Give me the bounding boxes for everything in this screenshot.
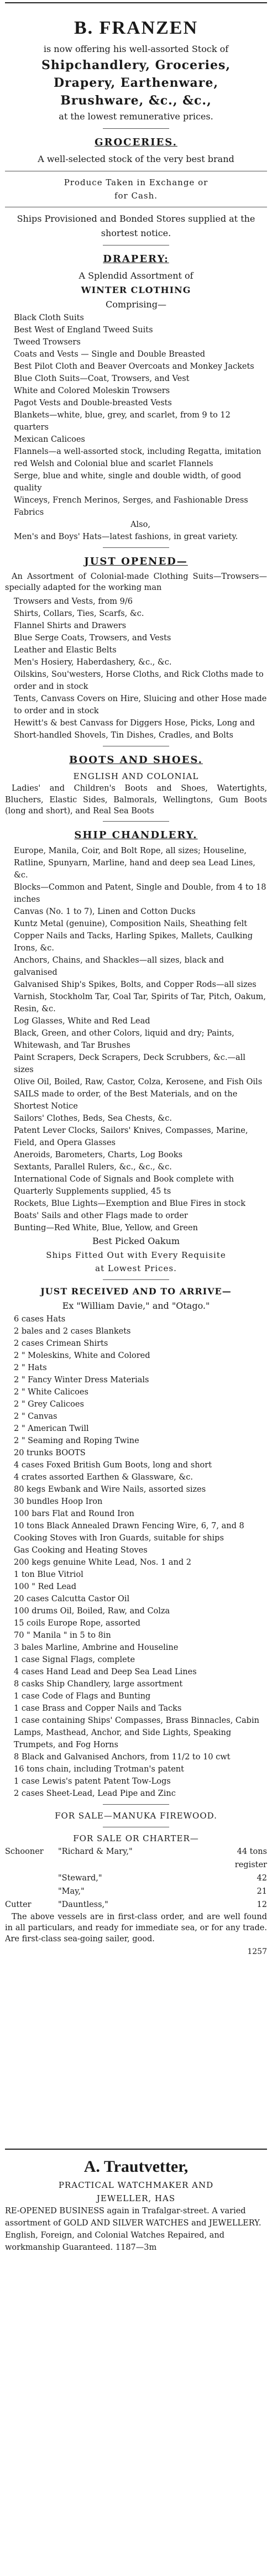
arrival-subheading: Ex "William Davie," and "Otago." — [62, 1300, 210, 1311]
list-item: Olive Oil, Boiled, Raw, Castor, Colza, Kerosene, and Fish Oils — [14, 1078, 263, 1087]
vessel-tons: 21 — [257, 1887, 267, 1896]
franzen-intro: is now offering his well-assorted Stock of — [43, 44, 229, 54]
list-item: Boats' Sails and other Flags made to order — [14, 1211, 188, 1221]
list-item: Canvas (No. 1 to 7), Linen and Cotton Ducks — [14, 907, 196, 917]
list-item: 8 Black and Galvanised Anchors, from 11/2 to 10 cwt — [14, 1753, 231, 1762]
list-item: 6 cases Hats — [14, 1315, 66, 1324]
list-item: 2 cases Crimean Shirts — [14, 1339, 108, 1349]
list-item: Trowsers and Vests, from 9/6 — [14, 597, 133, 607]
groceries-heading: GROCERIES. — [95, 137, 177, 148]
vessel-type: Cutter — [5, 1900, 32, 1910]
list-item: International Code of Signals and Book complete with Quarterly Supplements supplied, 45 ts — [14, 1175, 234, 1196]
produce-line-1: Produce Taken in Exchange or — [64, 177, 208, 187]
list-item: Best Pilot Cloth and Beaver Overcoats and Monkey Jackets — [14, 362, 254, 371]
list-item: Men's and Boys' Hats—latest fashions, in great variety. — [14, 532, 238, 541]
newspaper-column — [5, 0, 267, 2254]
list-item: 2 cases Sheet-Lead, Lead Pipe and Zinc — [14, 1789, 176, 1799]
arrival-heading: JUST RECEIVED AND TO ARRIVE— — [40, 1286, 232, 1297]
list-item: Blue Serge Coats, Trowsers, and Vests — [14, 634, 171, 643]
ship-chandlery-heading: SHIP CHANDLERY. — [74, 829, 198, 842]
list-item: Hewitt's & best Canvass for Diggers Hose, Picks, Long and Short-handled Shovels, Tin Dishes, Cradles, and Bolts — [14, 719, 255, 740]
just-opened-text: An Assortment of Colonial-made Clothing Suits—Trowsers—specially adapted for the working man — [5, 572, 267, 593]
list-item: 100 bars Flat and Round Iron — [14, 1509, 134, 1519]
franzen-advertisement — [5, 2, 267, 2149]
list-item: 1 ton Blue Vitriol — [14, 1570, 83, 1580]
vessel-type: Schooner — [5, 1847, 44, 1857]
list-item: Europe, Manila, Coir, and Bolt Rope, all sizes; Houseline, Ratline, Spunyarn, Marline, hand and deep sea Lead Lines, &c. — [14, 847, 255, 880]
divider — [103, 1279, 169, 1280]
drapery-heading: DRAPERY: — [103, 253, 169, 265]
list-item: Flannels—a well-assorted stock, including Regatta, imitation red Welsh and Colonial blue and scarlet Flannels — [14, 447, 261, 468]
just-opened-text-block — [5, 571, 267, 593]
list-item: Rockets, Blue Lights—Exemption and Blue Fires in stock — [14, 1199, 246, 1209]
list-item: 4 crates assorted Earthen & Glassware, &c. — [14, 1473, 193, 1482]
list-item: Coats and Vests — Single and Double Breasted — [14, 350, 206, 359]
vessel-row — [5, 1845, 267, 1872]
vessel-tons: 44 tons register — [234, 1847, 267, 1870]
list-item: Copper Nails and Tacks, Harling Spikes, Mallets, Caulking Irons, &c. — [14, 932, 253, 953]
franzen-line-3: Brushware, &c., &c., — [60, 93, 212, 108]
groceries-text: A well-selected stock of the very best brand — [38, 154, 234, 164]
vessel-type — [5, 1872, 58, 1885]
list-item: Galvanised Ship's Spikes, Bolts, and Copper Rods—all sizes — [14, 980, 257, 990]
list-item: Varnish, Stockholm Tar, Coal Tar, Spirits of Tar, Pitch, Oakum, Resin, &c. — [14, 992, 266, 1014]
ships-provisioned-text: Ships Provisioned and Bonded Stores supplied at the shortest notice. — [17, 213, 255, 238]
list-item: 1 case Lewis's patent Patent Tow-Logs — [14, 1777, 171, 1786]
list-item: SAILS made to order, of the Best Materials, and on the Shortest Notice — [14, 1090, 238, 1111]
franzen-line-1: Shipchandlery, Groceries, — [41, 58, 231, 72]
franzen-name: B. FRANZEN — [74, 18, 198, 38]
vessel-type — [5, 1885, 58, 1898]
trautvetter-line-1: PRACTICAL WATCHMAKER AND — [58, 2180, 214, 2190]
list-item: 8 casks Ship Chandlery, large assortment — [14, 1680, 183, 1689]
list-item: Flannel Shirts and Drawers — [14, 621, 127, 631]
list-item: 2 " Grey Calicoes — [14, 1400, 84, 1409]
list-item: 70 " Manila " in 5 to 8in — [14, 1631, 111, 1640]
list-item: Aneroids, Barometers, Charts, Log Books — [14, 1151, 183, 1160]
vessel-name: "Steward," — [58, 1874, 102, 1883]
vessel-tons: 12 — [257, 1900, 267, 1910]
list-item: Tents, Canvass Covers on Hire, Sluicing and other Hose made to order and in stock — [14, 694, 267, 716]
list-item: Pagot Vests and Double-breasted Vests — [14, 399, 172, 407]
list-item: Serge, blue and white, single and double width, of good quality — [14, 472, 242, 493]
list-item: Cooking Stoves with Iron Guards, suitable for ships — [14, 1534, 224, 1543]
boots-heading: BOOTS AND SHOES. — [69, 754, 203, 766]
drapery-list — [5, 312, 267, 543]
ship-chandlery-list — [5, 845, 267, 1234]
list-item: 80 kegs Ewbank and Wire Nails, assorted sizes — [14, 1485, 206, 1495]
list-item: Gas Cooking and Heating Stoves — [14, 1546, 148, 1555]
list-item: 100 " Red Lead — [14, 1582, 77, 1592]
list-item: Leather and Elastic Belts — [14, 646, 117, 655]
list-item: Kuntz Metal (genuine), Composition Nails, Sheathing felt — [14, 919, 248, 929]
charter-heading: FOR SALE OR CHARTER— — [73, 1833, 199, 1844]
list-item: Blue Cloth Suits—Coat, Trowsers, and Vest — [14, 374, 190, 383]
list-item: 20 trunks BOOTS — [14, 1449, 86, 1458]
list-item: Sailors' Clothes, Beds, Sea Chests, &c. — [14, 1114, 172, 1124]
list-item: 30 bundles Hoop Iron — [14, 1497, 103, 1507]
list-item: Blankets—white, blue, grey, and scarlet, from 9 to 12 quarters — [14, 411, 231, 432]
list-item: 4 cases Hand Lead and Deep Sea Lead Lines — [14, 1668, 197, 1677]
firewood-text: FOR SALE—MANUKA FIREWOOD. — [55, 1811, 217, 1821]
list-item: 2 bales and 2 cases Blankets — [14, 1327, 131, 1336]
vessels-note: The above vessels are in first-class order, and are well found in all particulars, and ready for immediate sea, or for any trade. Are first-class sea-going sailer, good. — [5, 1913, 267, 1944]
list-item: Sextants, Parallel Rulers, &c., &c., &c. — [14, 1163, 172, 1172]
vessel-name: "Richard & Mary," — [58, 1847, 133, 1857]
list-item: Anchors, Chains, and Shackles—all sizes, black and galvanised — [14, 956, 224, 978]
divider — [103, 128, 169, 129]
list-item: 2 " Hats — [14, 1363, 47, 1373]
trautvetter-name: A. Trautvetter, — [83, 2157, 189, 2176]
drapery-intro-3: Comprising— — [106, 299, 166, 310]
trautvetter-text: RE-OPENED BUSINESS again in Trafalgar-street. A varied assortment of GOLD AND SILVER WATCHES and JEWELLERY. English, Foreign, and Colonial Watches Repaired, and workmanship Guaranteed. 1187—3m — [5, 2207, 261, 2252]
list-item: Blocks—Common and Patent, Single and Double, from 4 to 18 inches — [14, 883, 266, 905]
fitted-out-line-2: at Lowest Prices. — [95, 1263, 177, 1274]
vessels-note-block — [5, 1911, 267, 1945]
list-item: Best West of England Tweed Suits — [14, 326, 153, 335]
list-item: 20 cases Calcutta Castor Oil — [14, 1595, 130, 1604]
vessel-row — [5, 1872, 267, 1885]
oakum-text: Best Picked Oakum — [92, 1236, 180, 1247]
list-item: 100 drums Oil, Boiled, Raw, and Colza — [14, 1607, 170, 1616]
list-item: 2 " White Calicoes — [14, 1388, 88, 1397]
vessel-name: "Dauntless," — [58, 1900, 108, 1910]
fitted-out-line-1: Ships Fitted Out with Every Requisite — [46, 1250, 226, 1261]
list-item: White and Colored Moleskin Trowsers — [14, 386, 170, 395]
list-item: Patent Lever Clocks, Sailors' Knives, Compasses, Marine, Field, and Opera Glasses — [14, 1126, 248, 1148]
list-item: Men's Hosiery, Haberdashery, &c., &c. — [14, 658, 172, 667]
trautvetter-advertisement — [5, 2149, 267, 2254]
produce-line-2: for Cash. — [114, 191, 158, 201]
list-item: 1 case Code of Flags and Bunting — [14, 1692, 151, 1701]
vessel-tons: 42 — [257, 1874, 267, 1883]
drapery-intro-2: WINTER CLOTHING — [81, 285, 191, 295]
list-item: 4 cases Foxed British Gum Boots, long and short — [14, 1461, 212, 1470]
just-opened-heading: JUST OPENED— — [84, 556, 188, 567]
list-item: Black Cloth Suits — [14, 313, 84, 322]
list-item: Mexican Calicoes — [14, 435, 85, 444]
franzen-line-2: Drapery, Earthenware, — [53, 76, 219, 90]
trautvetter-text-block — [5, 2205, 267, 2254]
divider — [103, 547, 169, 548]
list-item: 2 " Seaming and Roping Twine — [14, 1436, 139, 1446]
list-item: 2 " American Twill — [14, 1424, 89, 1434]
list-item: 2 " Fancy Winter Dress Materials — [14, 1376, 149, 1385]
list-item: 1 case Signal Flags, complete — [14, 1655, 135, 1665]
list-item: 200 kegs genuine White Lead, Nos. 1 and 2 — [14, 1558, 191, 1567]
list-item: Tweed Trowsers — [14, 338, 81, 347]
list-item: 10 tons Black Annealed Drawn Fencing Wire, 6, 7, and 8 — [14, 1522, 244, 1531]
boots-subheading: ENGLISH AND COLONIAL — [73, 771, 199, 782]
list-item: 1 case containing Ships' Compasses, Brass Binnacles, Cabin Lamps, Masthead, Anchor, and Side Lights, Speaking Trumpets, and Fog Horns — [14, 1716, 259, 1750]
list-item: 16 tons chain, including Trotman's patent — [14, 1765, 184, 1774]
list-item: Bunting—Red White, Blue, Yellow, and Green — [14, 1224, 198, 1233]
list-item: Paint Scrapers, Deck Scrapers, Deck Scrubbers, &c.—all sizes — [14, 1053, 245, 1075]
list-item: 3 bales Marline, Ambrine and Houseline — [14, 1643, 179, 1653]
divider — [103, 821, 169, 822]
list-item: Oilskins, Sou'westers, Horse Cloths, and Rick Cloths made to order and in stock — [14, 670, 264, 692]
list-item: Black, Green, and other Colors, liquid and dry; Paints, Whitewash, and Tar Brushes — [14, 1029, 234, 1051]
divider — [103, 1804, 169, 1805]
list-item: 2 " Canvas — [14, 1412, 57, 1422]
list-item: Winceys, French Merinos, Serges, and Fashionable Dress Fabrics — [14, 496, 248, 517]
list-item: 2 " Moleskins, White and Colored — [14, 1351, 150, 1361]
list-item: Also, — [130, 520, 150, 529]
list-item: 15 coils Europe Rope, assorted — [14, 1619, 140, 1628]
list-item: Log Glasses, White and Red Lead — [14, 1017, 150, 1026]
arrival-list — [5, 1313, 267, 1800]
vessel-name: "May," — [58, 1887, 85, 1896]
boots-text: Ladies' and Children's Boots and Shoes, Watertights, Bluchers, Elastic Sides, Balmorals, Wellingtons, Gum Boots (long and short), and Real Sea Boots — [5, 784, 267, 816]
clothing-list — [5, 595, 267, 741]
drapery-intro-1: A Splendid Assortment of — [79, 270, 193, 281]
reference-number: 1257 — [247, 1947, 267, 1956]
boots-text-block — [5, 783, 267, 817]
vessel-row — [5, 1885, 267, 1898]
trautvetter-line-2: JEWELLER, HAS — [96, 2193, 176, 2203]
list-item: 1 case Brass and Copper Nails and Tacks — [14, 1704, 182, 1713]
franzen-intro-end: at the lowest remunerative prices. — [59, 111, 213, 122]
vessel-row — [5, 1898, 267, 1911]
list-item: Shirts, Collars, Ties, Scarfs, &c. — [14, 609, 144, 619]
vessel-list — [5, 1845, 267, 1911]
